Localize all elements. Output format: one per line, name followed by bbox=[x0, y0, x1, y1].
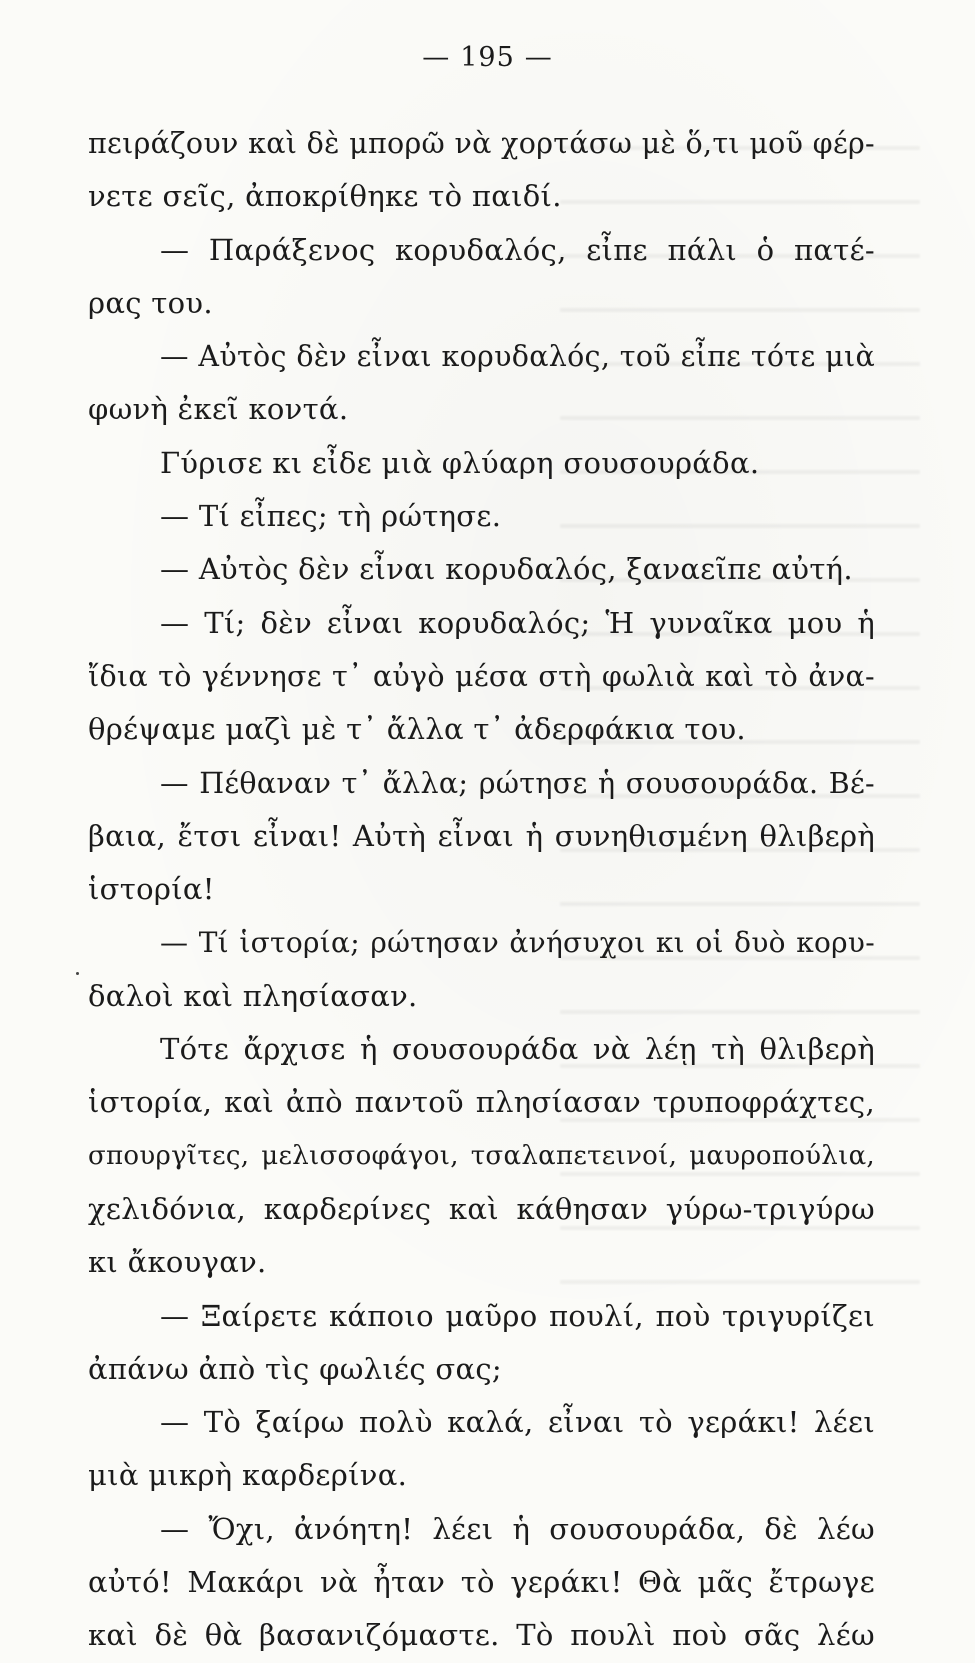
page-number: 195 bbox=[460, 42, 515, 73]
text-line: σπουργῖτες, μελισσοφάγοι, τσαλαπετεινοί, μαυροπούλια, bbox=[88, 1140, 875, 1171]
text-line: ἱστορία! bbox=[88, 872, 215, 907]
text-line: φωνὴ ἐκεῖ κοντά. bbox=[88, 392, 349, 427]
page-number-header bbox=[0, 42, 975, 73]
text-line: — Τί ἱστορία; ρώτησαν ἀνήσυχοι κι οἱ δυὸ κορυ- bbox=[160, 926, 875, 960]
text-line: χελιδόνια, καρδερίνες καὶ κάθησαν γύρω-τριγύρω bbox=[88, 1191, 875, 1226]
body-text bbox=[88, 117, 875, 1663]
text-line: Γύρισε κι εἶδε μιὰ φλύαρη σουσουράδα. bbox=[160, 445, 760, 480]
page-number-dash-right: — bbox=[524, 42, 553, 73]
text-line: ἱστορία, καὶ ἀπὸ παντοῦ πλησίασαν τρυποφράχτες, bbox=[88, 1085, 875, 1120]
text-line: βαια, ἔτσι εἶναι! Αὐτὴ εἶναι ἡ συνηθισμένη θλιβερὴ bbox=[88, 818, 875, 853]
text-line: ρας του. bbox=[88, 285, 213, 320]
text-line: — Ὄχι, ἀνόητη! λέει ἡ σουσουράδα, δὲ λέω bbox=[160, 1511, 875, 1546]
text-line: αὐτό! Μακάρι νὰ ἦταν τὸ γεράκι! Θὰ μᾶς ἔτρωγε bbox=[88, 1565, 875, 1600]
text-line: — Αὐτὸς δὲν εἶναι κορυδαλός, ξαναεῖπε αὐτή. bbox=[160, 552, 853, 587]
text-line: ἀπάνω ἀπὸ τὶς φωλιές σας; bbox=[88, 1351, 502, 1386]
text-line: καὶ δὲ θὰ βασανιζόμαστε. Τὸ πουλὶ ποὺ σᾶς λέω bbox=[88, 1618, 875, 1653]
text-line: πειράζουν καὶ δὲ μπορῶ νὰ χορτάσω μὲ ὅ,τι μοῦ φέρ- bbox=[88, 127, 875, 160]
text-line: ἴδια τὸ γέννησε τ᾿ αὐγὸ μέσα στὴ φωλιὰ καὶ τὸ ἀνα- bbox=[88, 659, 875, 693]
text-line: θρέψαμε μαζὶ μὲ τ᾿ ἄλλα τ᾿ ἀδερφάκια του. bbox=[88, 712, 746, 747]
page-number-dash-left: — bbox=[422, 42, 451, 73]
text-line: — Τί εἶπες; τὴ ρώτησε. bbox=[160, 499, 502, 534]
text-line: — Τί; δὲν εἶναι κορυδαλός; Ἡ γυναῖκα μου ἡ bbox=[160, 605, 875, 640]
text-line: νετε σεῖς, ἀποκρίθηκε τὸ παιδί. bbox=[88, 179, 562, 214]
text-line: — Ξαίρετε κάποιο μαῦρο πουλί, ποὺ τριγυρίζει bbox=[160, 1298, 875, 1333]
text-line: Τότε ἄρχισε ἡ σουσουράδα νὰ λέῃ τὴ θλιβερὴ bbox=[160, 1032, 875, 1067]
text-line: κι ἄκουγαν. bbox=[88, 1245, 267, 1280]
text-line: μιὰ μικρὴ καρδερίνα. bbox=[88, 1458, 408, 1493]
text-line: — Τὸ ξαίρω πολὺ καλά, εἶναι τὸ γεράκι! λέει bbox=[160, 1405, 875, 1440]
ink-speck bbox=[76, 972, 79, 975]
text-line: δαλοὶ καὶ πλησίασαν. bbox=[88, 978, 418, 1013]
text-line: — Παράξενος κορυδαλός, εἶπε πάλι ὁ πατέ- bbox=[160, 232, 875, 267]
text-line: — Αὐτὸς δὲν εἶναι κορυδαλός, τοῦ εἶπε τότε μιὰ bbox=[160, 340, 875, 374]
text-line: — Πέθαναν τ᾿ ἄλλα; ρώτησε ἡ σουσουράδα. Βέ- bbox=[160, 766, 875, 800]
